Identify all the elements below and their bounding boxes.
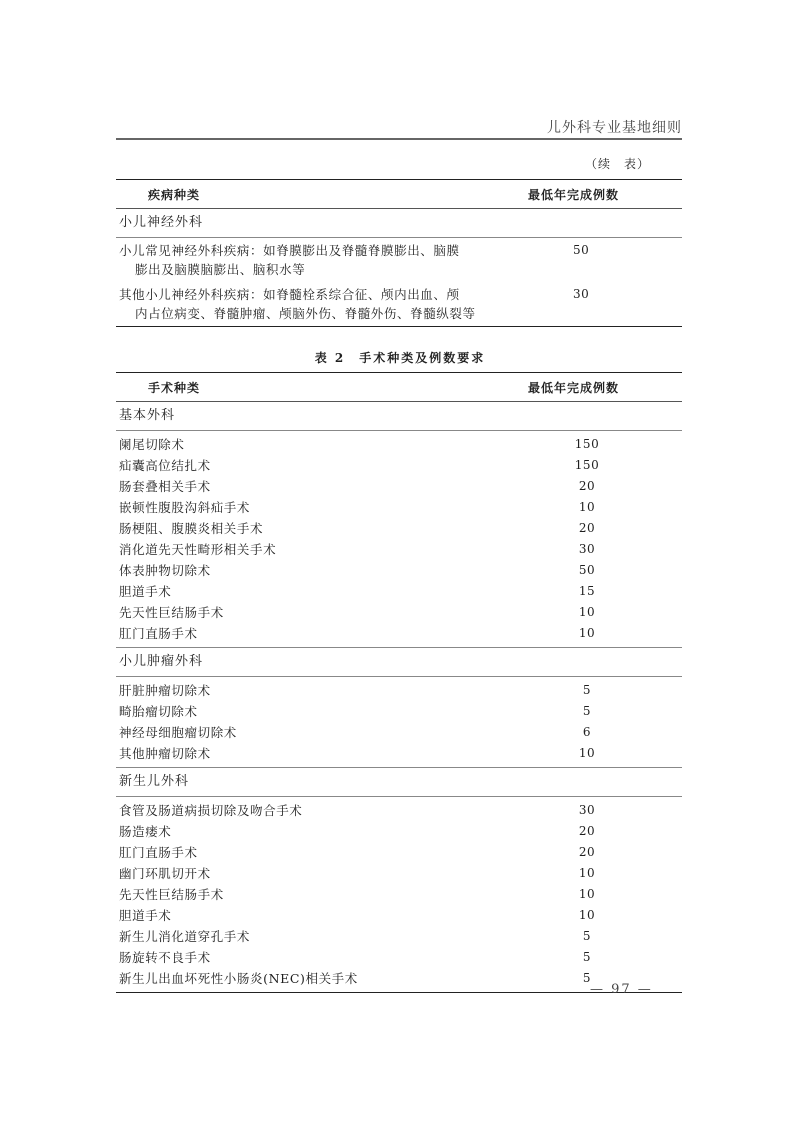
col-min-cases: 最低年完成例数 [528,187,620,202]
surgery-name: 畸胎瘤切除术 [119,704,198,719]
surgery-name: 胆道手术 [119,908,172,923]
col-surgery-type: 手术种类 [148,380,201,395]
surgery-name: 肠套叠相关手术 [119,479,211,494]
min-cases-value: 50 [578,563,596,577]
surgery-name: 肝脏肿瘤切除术 [119,683,211,698]
table-row [116,800,682,821]
surgery-name: 阑尾切除术 [119,437,185,452]
surgery-name: 新生儿出血坏死性小肠炎(NEC)相关手术 [119,971,358,986]
continued-label: （续 表） [585,157,651,171]
min-cases-value: 15 [578,584,596,598]
surgery-name: 肠造瘘术 [119,824,172,839]
surgery-name: 疝囊高位结扎术 [119,458,211,473]
table-row [116,602,682,623]
col-disease-type: 疾病种类 [148,187,201,202]
table-row [116,282,682,326]
row-value: 30 [573,287,590,301]
disease-table [116,179,682,327]
header-rule [116,138,682,140]
table-row [116,539,682,560]
row-name-line2: 内占位病变、脊髓肿瘤、颅脑外伤、脊髓外伤、脊髓纵裂等 [135,306,476,321]
section-rows [116,797,682,992]
table-row [116,434,682,455]
page-number: — 97 — [590,982,653,997]
min-cases-value: 10 [578,887,596,901]
surgery-name: 嵌顿性腹股沟斜疝手术 [119,500,251,515]
min-cases-value: 10 [578,500,596,514]
min-cases-value: 20 [578,845,596,859]
table-row [116,455,682,476]
surgery-name: 幽门环肌切开术 [119,866,211,881]
row-name-line1: 小儿常见神经外科疾病：如脊膜膨出及脊髓脊膜膨出、脑膜 [119,243,460,258]
min-cases-value: 5 [582,950,592,964]
row-name-line2: 膨出及脑膜脑膨出、脑积水等 [135,262,306,277]
min-cases-value: 20 [578,521,596,535]
min-cases-value: 20 [578,479,596,493]
table-row [116,701,682,722]
section-title: 基本外科 [116,402,682,431]
min-cases-value: 5 [582,971,592,985]
table-row [116,238,682,282]
table-row [116,581,682,602]
min-cases-value: 6 [582,725,592,739]
min-cases-value: 150 [574,458,600,472]
surgery-table-body [116,402,682,992]
min-cases-value: 10 [578,908,596,922]
table-row [116,842,682,863]
row-name-line1: 其他小儿神经外科疾病：如脊髓栓系综合征、颅内出血、颅 [119,287,460,302]
min-cases-value: 10 [578,605,596,619]
table-row [116,623,682,644]
table-row [116,884,682,905]
table-row [116,680,682,701]
col-min-cases: 最低年完成例数 [528,380,620,395]
table2-caption: 表 2 手术种类及例数要求 [314,351,486,365]
surgery-name: 胆道手术 [119,584,172,599]
table-row [116,821,682,842]
surgery-name: 消化道先天性畸形相关手术 [119,542,277,557]
running-header-title: 儿外科专业基地细则 [547,120,682,136]
surgery-name: 食管及肠道病损切除及吻合手术 [119,803,303,818]
surgery-name: 体表肿物切除术 [119,563,211,578]
table-row [116,476,682,497]
surgery-name: 其他肿瘤切除术 [119,746,211,761]
table-row [116,743,682,764]
surgery-table [116,372,682,993]
min-cases-value: 5 [582,683,592,697]
table-row [116,926,682,947]
table-row [116,947,682,968]
section-title: 新生儿外科 [116,768,682,797]
surgery-name: 新生儿消化道穿孔手术 [119,929,251,944]
row-name [116,285,477,323]
section-title: 小儿肿瘤外科 [116,648,682,677]
table-row [116,560,682,581]
surgery-table-header [116,373,682,402]
table-row [116,863,682,884]
surgery-name: 先天性巨结肠手术 [119,887,224,902]
min-cases-value: 10 [578,746,596,760]
min-cases-value: 10 [578,866,596,880]
table-row [116,497,682,518]
surgery-name: 肠梗阻、腹膜炎相关手术 [119,521,264,536]
min-cases-value: 30 [578,542,596,556]
surgery-name: 神经母细胞瘤切除术 [119,725,237,740]
min-cases-value: 5 [582,929,592,943]
surgery-name: 肠旋转不良手术 [119,950,211,965]
table-row [116,905,682,926]
min-cases-value: 150 [574,437,600,451]
min-cases-value: 30 [578,803,596,817]
surgery-name: 先天性巨结肠手术 [119,605,224,620]
min-cases-value: 10 [578,626,596,640]
section-rows [116,431,682,648]
disease-table-header [116,180,682,209]
row-name [116,241,477,279]
section-title: 小儿神经外科 [116,209,682,238]
table-row [116,722,682,743]
section-rows [116,677,682,768]
surgery-name: 肛门直肠手术 [119,626,198,641]
min-cases-value: 5 [582,704,592,718]
table-row [116,518,682,539]
surgery-name: 肛门直肠手术 [119,845,198,860]
row-value: 50 [573,243,590,257]
min-cases-value: 20 [578,824,596,838]
